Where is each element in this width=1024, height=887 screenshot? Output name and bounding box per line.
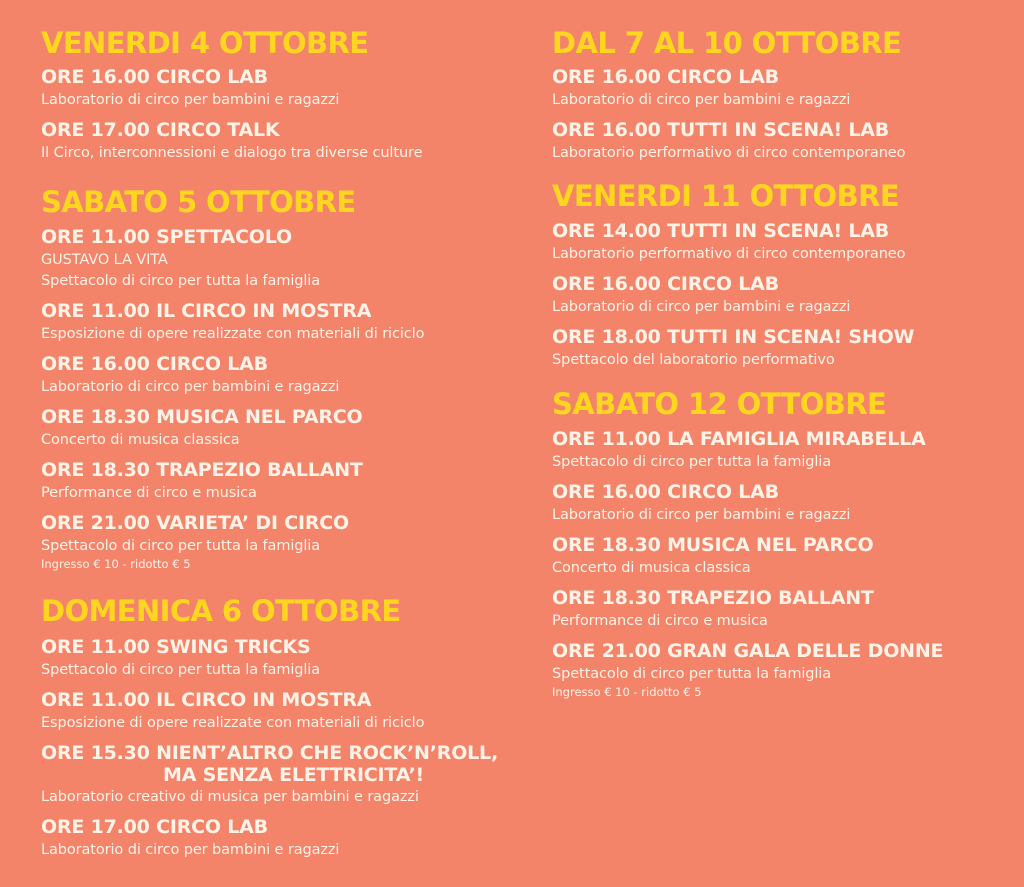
event-title: ORE 16.00 CIRCO LAB <box>41 353 268 375</box>
event-title: ORE 21.00 VARIETA’ DI CIRCO <box>41 512 349 534</box>
day-heading: DOMENICA 6 OTTOBRE <box>41 594 401 628</box>
event-title: ORE 16.00 CIRCO LAB <box>552 481 779 503</box>
event-title: ORE 21.00 GRAN GALA DELLE DONNE <box>552 640 944 662</box>
event-description: Laboratorio di circo per bambini e ragazzi <box>552 299 851 315</box>
event-description: Laboratorio performativo di circo contemporaneo <box>552 246 906 262</box>
event-title: ORE 18.30 TRAPEZIO BALLANT <box>41 459 363 481</box>
ticket-price-note: Ingresso € 10 - ridotto € 5 <box>41 557 191 571</box>
event-description: Laboratorio di circo per bambini e ragazzi <box>41 379 340 395</box>
event-subtitle: GUSTAVO LA VITA <box>41 252 168 268</box>
event-description: Spettacolo di circo per tutta la famiglia <box>41 273 321 289</box>
event-title: ORE 14.00 TUTTI IN SCENA! LAB <box>552 220 890 242</box>
event-title: ORE 16.00 CIRCO LAB <box>552 66 779 88</box>
event-title: ORE 11.00 SPETTACOLO <box>41 226 292 248</box>
event-title: ORE 16.00 CIRCO LAB <box>552 273 779 295</box>
event-title: ORE 18.30 MUSICA NEL PARCO <box>552 534 874 556</box>
event-description: Concerto di musica classica <box>552 560 751 576</box>
day-heading: VENERDI 11 OTTOBRE <box>552 179 900 213</box>
event-description: Laboratorio di circo per bambini e ragazzi <box>552 507 851 523</box>
event-title: ORE 18.00 TUTTI IN SCENA! SHOW <box>552 326 915 348</box>
event-title: ORE 11.00 IL CIRCO IN MOSTRA <box>41 300 372 322</box>
day-heading: SABATO 12 OTTOBRE <box>552 387 887 421</box>
event-description: Esposizione di opere realizzate con materiali di riciclo <box>41 715 425 731</box>
event-description: Laboratorio di circo per bambini e ragazzi <box>552 92 851 108</box>
event-title-line-2: MA SENZA ELETTRICITA’! <box>163 764 424 786</box>
day-heading: DAL 7 AL 10 OTTOBRE <box>552 26 902 60</box>
event-description: Il Circo, interconnessioni e dialogo tra diverse culture <box>41 145 423 161</box>
event-description: Laboratorio performativo di circo contemporaneo <box>552 145 906 161</box>
event-title-line-1: ORE 15.30 NIENT’ALTRO CHE ROCK’N’ROLL, <box>41 742 498 764</box>
event-description: Esposizione di opere realizzate con materiali di riciclo <box>41 326 425 342</box>
event-description: Laboratorio di circo per bambini e ragazzi <box>41 92 340 108</box>
event-description: Performance di circo e musica <box>552 613 768 629</box>
event-title: ORE 11.00 IL CIRCO IN MOSTRA <box>41 689 372 711</box>
ticket-price-note: Ingresso € 10 - ridotto € 5 <box>552 685 702 699</box>
event-description: Spettacolo di circo per tutta la famiglia <box>41 538 321 554</box>
event-title: ORE 16.00 TUTTI IN SCENA! LAB <box>552 119 890 141</box>
event-description: Concerto di musica classica <box>41 432 240 448</box>
event-title: ORE 17.00 CIRCO TALK <box>41 119 280 141</box>
event-title: ORE 11.00 SWING TRICKS <box>41 636 311 658</box>
event-description: Laboratorio creativo di musica per bambini e ragazzi <box>41 789 419 805</box>
day-heading: VENERDI 4 OTTOBRE <box>41 26 369 60</box>
event-title: ORE 16.00 CIRCO LAB <box>41 66 268 88</box>
event-title <box>41 742 521 786</box>
event-description: Performance di circo e musica <box>41 485 257 501</box>
event-description: Spettacolo di circo per tutta la famiglia <box>41 662 321 678</box>
event-title: ORE 17.00 CIRCO LAB <box>41 816 268 838</box>
event-description: Spettacolo di circo per tutta la famiglia <box>552 454 832 470</box>
event-description: Spettacolo del laboratorio performativo <box>552 352 835 368</box>
event-description: Spettacolo di circo per tutta la famiglia <box>552 666 832 682</box>
event-title: ORE 11.00 LA FAMIGLIA MIRABELLA <box>552 428 926 450</box>
event-title: ORE 18.30 TRAPEZIO BALLANT <box>552 587 874 609</box>
event-description: Laboratorio di circo per bambini e ragazzi <box>41 842 340 858</box>
event-title: ORE 18.30 MUSICA NEL PARCO <box>41 406 363 428</box>
day-heading: SABATO 5 OTTOBRE <box>41 185 356 219</box>
